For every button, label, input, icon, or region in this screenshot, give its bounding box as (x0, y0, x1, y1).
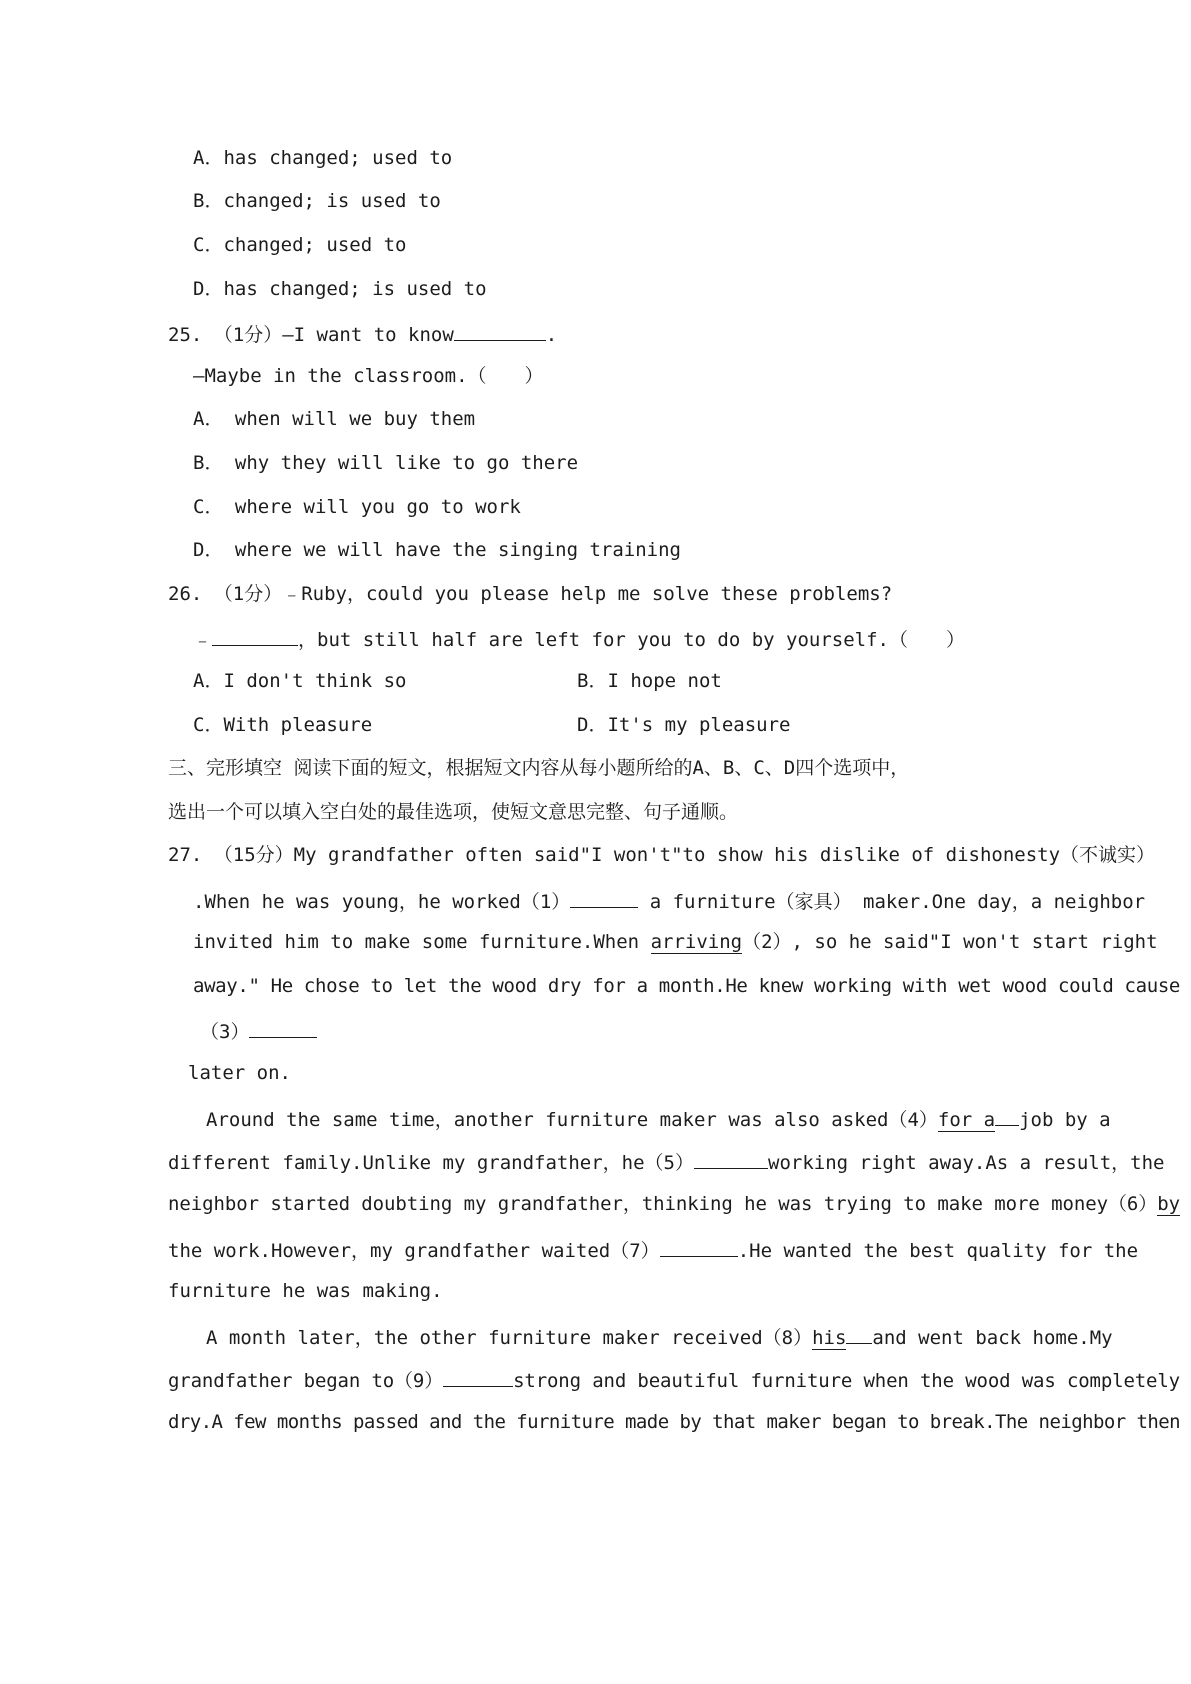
q25-option-b: B． why they will like to go there (193, 452, 579, 474)
q26-option-a: A．I don't think so (193, 670, 407, 692)
q25-option-a: A． when will we buy them (193, 408, 476, 430)
q27-p3-line-1-text-a: A month later，the other furniture maker received（8） (206, 1327, 813, 1349)
q27-line-6: later on. (188, 1062, 291, 1084)
section3-instruction-line2: 选出一个可以填入空白处的最佳选项，使短文意思完整、句子通顺。 (168, 801, 739, 823)
q27-p2-line-1-text-c: job by a (1019, 1109, 1111, 1131)
q27-p3-line-1-text-c: and went back home.My (872, 1327, 1113, 1349)
q27-p2-line-1 (206, 1105, 1111, 1132)
q27-p3-line-3: dry.A few months passed and the furniture made by that maker began to break.The neighbor then (168, 1411, 1181, 1433)
q27-p2-line-5: furniture he was making. (168, 1280, 443, 1302)
q27-blank-8-word: his (812, 1327, 847, 1349)
q25-stem (168, 320, 557, 347)
q26-stem: 26. （1分）﹣Ruby，could you please help me solve these problems? (168, 583, 893, 605)
q27-p2-line-1-text-a: Around the same time，another furniture maker was also asked（4） (206, 1109, 938, 1131)
q27-line-1: 27. （15分）My grandfather often said"I won't"to show his dislike of dishonesty（不诚实） (168, 844, 1156, 866)
q27-line-5 (200, 1017, 317, 1044)
q24-option-a: A．has changed; used to (193, 147, 453, 169)
q27-p2-line-4 (168, 1236, 1138, 1263)
q25-stem-end: . (545, 324, 558, 346)
q27-p2-line-2-text-b: working right away.As a result，the (768, 1152, 1165, 1174)
q27-p3-line-2-text-a: grandfather began to（9） (168, 1370, 444, 1392)
q27-p2-line-4-text-a: the work.However，my grandfather waited（7） (168, 1240, 660, 1262)
q27-p3-line-2-text-b: strong and beautiful furniture when the wood was completely (513, 1370, 1180, 1392)
q27-blank-6-word: by (1157, 1193, 1180, 1215)
q26-blank (212, 625, 298, 646)
q26-option-c: C．With pleasure (193, 714, 373, 736)
q27-blank-8-tail (846, 1323, 872, 1344)
q27-blank-7 (660, 1236, 738, 1257)
q27-line-3 (193, 930, 1158, 954)
q27-p2-line-3-text-a: neighbor started doubting my grandfather，thinking he was trying to make more money（6） (168, 1193, 1158, 1215)
q26-dash: ﹣ (193, 629, 213, 651)
q27-line-2-text-b: a furniture（家具） maker.One day，a neighbor (638, 891, 1146, 913)
q25-option-d: D． where we will have the singing training (193, 539, 681, 561)
q27-p2-line-2 (168, 1148, 1165, 1175)
q27-line-2-text-a: .When he was young，he worked（1） (193, 891, 571, 913)
q27-line-3-text-a: invited him to make some furniture.When (193, 931, 651, 953)
q25-reply: —Maybe in the classroom.（ ） (193, 365, 544, 387)
q26-option-b: B．I hope not (577, 670, 722, 692)
q26-option-d: D．It's my pleasure (577, 714, 791, 736)
q27-p3-line-2 (168, 1366, 1180, 1393)
section3-instruction-line1: 三、完形填空 阅读下面的短文，根据短文内容从每小题所给的A、B、C、D四个选项中， (168, 757, 910, 779)
q27-p2-line-4-text-b: .He wanted the best quality for the (737, 1240, 1139, 1262)
q25-option-c: C． where will you go to work (193, 496, 521, 518)
q26-reply (193, 625, 965, 652)
q26-reply-text: ，but still half are left for you to do by yourself.（ ） (298, 629, 965, 651)
q24-option-c: C．changed; used to (193, 234, 407, 256)
q27-line-3-text-c: （2）, so he said"I won't start right (742, 931, 1158, 953)
q27-blank-4-tail (995, 1105, 1019, 1126)
q27-blank-3 (249, 1017, 317, 1038)
q24-option-b: B．changed; is used to (193, 190, 441, 212)
q27-blank-5 (694, 1148, 768, 1169)
q27-p2-line-3 (168, 1192, 1180, 1216)
q25-blank (454, 320, 546, 341)
q25-stem-text: 25. （1分）—I want to know (168, 324, 454, 346)
q27-blank-4-words: for a (937, 1109, 996, 1131)
q27-line-4: away." He chose to let the wood dry for a month.He knew working with wet wood could cause (193, 975, 1181, 997)
q27-line-2 (193, 887, 1145, 914)
q27-blank-2-word: arriving (650, 931, 743, 953)
q27-line-5-text: （3） (200, 1021, 250, 1043)
q27-p3-line-1 (206, 1323, 1113, 1350)
q27-blank-1 (570, 887, 638, 908)
q24-option-d: D．has changed; is used to (193, 278, 487, 300)
q27-blank-9 (443, 1366, 513, 1387)
q27-p2-line-2-text-a: different family.Unlike my grandfather，he（5） (168, 1152, 694, 1174)
